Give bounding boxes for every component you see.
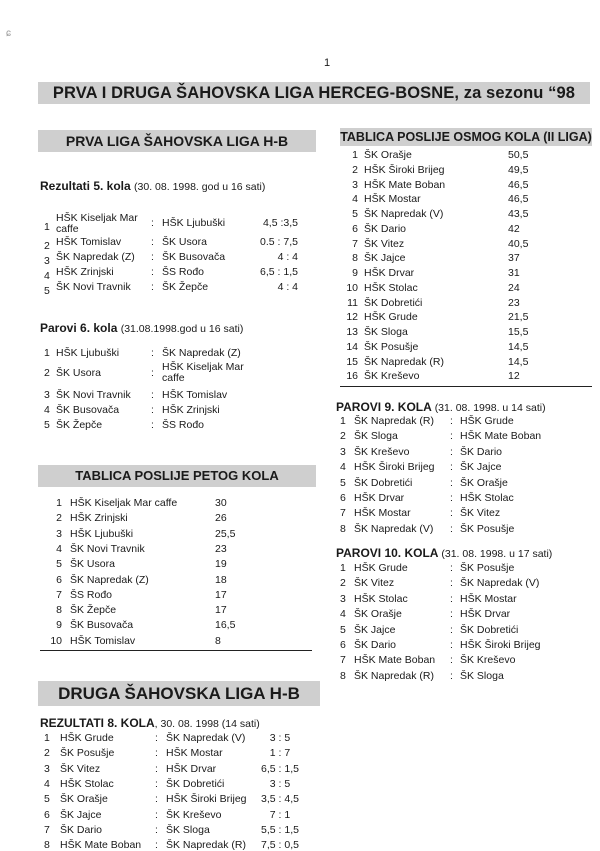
separator: : — [151, 367, 154, 379]
home-team: ŠK Posušje — [60, 747, 115, 760]
separator: : — [450, 415, 453, 427]
points: 26 — [215, 512, 227, 525]
rank: 15 — [346, 355, 358, 368]
points: 49,5 — [508, 163, 529, 176]
row-number: 1 — [340, 415, 346, 427]
pairs9-heading-label: PAROVI 9. KOLA — [336, 400, 432, 414]
pairs10-heading-label: PAROVI 10. KOLA — [336, 546, 439, 560]
row-number: 8 — [340, 669, 346, 682]
score: 7,5 : 0,5 — [261, 839, 299, 851]
rank: 3 — [352, 178, 358, 191]
separator: : — [450, 430, 453, 443]
home-team: HŠK Kiseljak Mar caffe — [56, 212, 138, 235]
home-team: HŠK Drvar — [354, 492, 405, 504]
points: 42 — [508, 222, 520, 235]
away-team: HŠK Drvar — [460, 608, 511, 621]
rank: 14 — [346, 340, 358, 353]
results8-heading — [40, 716, 260, 730]
separator: : — [151, 217, 154, 229]
points: 37 — [508, 252, 520, 265]
rank: 7 — [352, 237, 358, 250]
away-team: HŠK Široki Brijeg — [166, 793, 247, 806]
results8-heading-label: REZULTATI 8. KOLA — [40, 716, 155, 730]
home-team: ŠK Sloga — [354, 430, 398, 443]
separator: : — [450, 669, 453, 682]
rank: 5 — [352, 208, 358, 220]
home-team: ŠK Napredak (R) — [354, 415, 434, 427]
results5-date: (30. 08. 1998. god u 16 sati) — [134, 181, 266, 193]
row-number: 1 — [44, 732, 50, 744]
rank: 11 — [347, 296, 358, 309]
points: 46,5 — [508, 178, 529, 191]
home-team: ŠK Napredak (Z) — [56, 251, 135, 263]
away-team: HŠK Drvar — [166, 762, 217, 775]
row-number: 3 — [44, 389, 50, 401]
row-number: 1 — [340, 562, 346, 574]
home-team: HŠK Stolac — [354, 592, 408, 605]
row-number: 7 — [340, 507, 346, 520]
separator: : — [450, 461, 453, 474]
row-number: 5 — [340, 476, 346, 489]
away-team: HŠK Mate Boban — [460, 430, 542, 443]
pairs6-date: (31.08.1998.god u 16 sati) — [120, 323, 244, 335]
away-team: HŠK Zrinjski — [162, 404, 220, 416]
home-team: ŠK Dobretići — [354, 476, 413, 489]
home-team: HŠK Zrinjski — [56, 266, 114, 278]
points: 23 — [508, 296, 520, 309]
row-number: 3 — [44, 255, 50, 267]
separator: : — [450, 522, 453, 535]
home-team: ŠK Novi Travnik — [56, 281, 131, 293]
home-team: HŠK Tomislav — [56, 236, 122, 248]
home-team: ŠK Orašje — [60, 793, 108, 806]
away-team: ŠK Vitez — [460, 507, 501, 520]
home-team: ŠK Usora — [56, 367, 101, 379]
table5-title: TABLICA POSLIJE PETOG KOLA — [38, 465, 316, 487]
rank: 13 — [346, 326, 358, 338]
row-number: 3 — [44, 762, 50, 775]
team-name: ŠK Usora — [70, 558, 115, 571]
rank: 16 — [346, 370, 358, 383]
away-team: HŠK Ljubuški — [162, 217, 226, 229]
rank: 3 — [56, 527, 62, 540]
away-team: ŠK Napredak (Z) — [162, 347, 241, 359]
score: 0.5 : 7,5 — [260, 236, 298, 248]
separator: : — [155, 793, 158, 806]
away-team: HŠK Stolac — [460, 492, 514, 504]
row-number: 6 — [340, 639, 346, 651]
points: 21,5 — [508, 311, 529, 324]
score: 4 : 4 — [277, 251, 298, 263]
separator: : — [155, 823, 158, 836]
separator: : — [155, 762, 158, 775]
away-team: ŠK Dobretići — [460, 623, 519, 636]
row-number: 7 — [44, 823, 50, 836]
points: 23 — [215, 542, 227, 555]
rank: 10 — [50, 634, 62, 647]
separator: : — [450, 476, 453, 489]
separator: : — [450, 654, 453, 667]
rank: 1 — [352, 149, 358, 161]
home-team: ŠK Orašje — [354, 608, 402, 621]
home-team: ŠK Vitez — [60, 762, 101, 775]
team-name: ŠK Vitez — [364, 237, 405, 250]
separator: : — [450, 592, 453, 605]
score: 4 : 4 — [277, 281, 298, 293]
separator: : — [450, 639, 453, 651]
away-team: ŠK Sloga — [166, 823, 210, 836]
rank: 10 — [346, 281, 358, 294]
row-number: 5 — [44, 285, 50, 297]
pairs6-heading — [40, 321, 243, 335]
away-team: ŠK Žepče — [162, 281, 209, 293]
score: 3 : 5 — [269, 732, 291, 744]
points: 12 — [508, 370, 520, 383]
team-name: HŠK Zrinjski — [70, 512, 128, 525]
home-team: ŠK Novi Travnik — [56, 389, 131, 401]
separator: : — [151, 236, 154, 248]
away-team: ŠK Dario — [460, 445, 503, 458]
pencil-mark: ɕ — [6, 28, 11, 39]
points: 50,5 — [508, 149, 529, 161]
separator: : — [155, 747, 158, 760]
results8-date: , 30. 08. 1998 (14 sati) — [154, 718, 260, 730]
pairs10-heading — [336, 546, 552, 560]
row-number: 2 — [340, 430, 346, 443]
away-team: ŠK Sloga — [460, 669, 504, 682]
rank: 8 — [352, 252, 358, 265]
team-name: HŠK Mate Boban — [364, 178, 446, 191]
row-number: 1 — [44, 221, 50, 233]
points: 46,5 — [508, 193, 529, 206]
score: 5,5 : 1,5 — [261, 823, 299, 836]
away-team: HŠK Tomislav — [162, 389, 228, 401]
home-team: ŠK Dario — [354, 639, 397, 651]
row-number: 2 — [44, 367, 50, 379]
separator: : — [151, 389, 154, 401]
row-number: 3 — [340, 445, 346, 458]
team-name: HŠK Mostar — [364, 193, 421, 206]
team-name: HŠK Tomislav — [70, 634, 136, 647]
points: 19 — [215, 558, 227, 571]
separator: : — [155, 839, 158, 851]
team-name: HŠK Stolac — [364, 281, 418, 294]
home-team: HŠK Grude — [60, 732, 114, 744]
away-team: ŠK Jajce — [460, 461, 502, 474]
home-team: HŠK Mate Boban — [354, 654, 436, 667]
home-team: ŠK Busovača — [56, 404, 120, 416]
row-number: 2 — [340, 577, 346, 590]
rank: 6 — [56, 573, 62, 586]
score: 3,5 : 4,5 — [261, 793, 299, 806]
away-team: ŠK Posušje — [460, 562, 515, 574]
away-team: ŠK Napredak (V) — [166, 732, 246, 744]
row-number: 6 — [340, 492, 346, 504]
separator: : — [155, 777, 158, 790]
row-number: 4 — [44, 404, 50, 416]
table5-rule — [40, 650, 312, 651]
points: 17 — [215, 588, 227, 601]
team-name: ŠK Posušje — [364, 340, 419, 353]
score: 7 : 1 — [269, 808, 291, 821]
separator: : — [151, 419, 154, 431]
rank: 6 — [352, 222, 358, 235]
score: 1 : 7 — [269, 747, 291, 760]
team-name: ŠK Novi Travnik — [70, 542, 145, 555]
points: 14,5 — [508, 340, 529, 353]
separator: : — [151, 347, 154, 359]
row-number: 3 — [340, 592, 346, 605]
separator: : — [450, 492, 453, 504]
score: 6,5 : 1,5 — [261, 762, 299, 775]
row-number: 6 — [44, 808, 50, 821]
score: 6,5 : 1,5 — [260, 266, 298, 278]
separator: : — [151, 404, 154, 416]
separator: : — [450, 623, 453, 636]
points: 18 — [215, 573, 227, 586]
pairs10-date: (31. 08. 1998. u 17 sati) — [441, 548, 553, 560]
home-team: ŠK Žepče — [56, 419, 103, 431]
home-team: HŠK Stolac — [60, 777, 114, 790]
home-team: ŠK Napredak (R) — [354, 669, 434, 682]
page-number: 1 — [324, 57, 331, 69]
away-team: ŠK Orašje — [460, 476, 508, 489]
separator: : — [450, 562, 453, 574]
points: 24 — [508, 281, 520, 294]
away-team: HŠK Kiseljak Mar caffe — [162, 361, 244, 384]
rank: 2 — [352, 163, 358, 176]
points: 30 — [215, 497, 227, 509]
team-name: ŠK Dario — [364, 222, 407, 235]
row-number: 4 — [44, 777, 50, 790]
rank: 4 — [56, 542, 62, 555]
separator: : — [450, 577, 453, 590]
separator: : — [151, 251, 154, 263]
score: 4,5 :3,5 — [262, 217, 298, 229]
row-number: 2 — [44, 240, 50, 252]
row-number: 5 — [44, 419, 50, 431]
points: 8 — [215, 634, 221, 647]
away-team: ŠK Kreševo — [166, 808, 222, 821]
row-number: 7 — [340, 654, 346, 667]
points: 40,5 — [508, 237, 529, 250]
home-team: ŠK Kreševo — [354, 445, 410, 458]
home-team: ŠK Napredak (V) — [354, 522, 434, 535]
separator: : — [450, 608, 453, 621]
team-name: HŠK Drvar — [364, 267, 415, 279]
away-team: ŠS Rođo — [162, 419, 205, 431]
away-team: HŠK Široki Brijeg — [460, 639, 541, 651]
home-team: ŠK Jajce — [60, 808, 102, 821]
row-number: 5 — [340, 623, 346, 636]
team-name: HŠK Kiseljak Mar caffe — [70, 497, 178, 509]
team-name: ŠK Napredak (R) — [364, 355, 444, 368]
team-name: ŠK Napredak (V) — [364, 208, 444, 220]
rank: 5 — [56, 558, 62, 571]
away-team: ŠK Busovača — [162, 251, 226, 263]
away-team: HŠK Grude — [460, 415, 514, 427]
rank: 2 — [56, 512, 62, 525]
points: 16,5 — [215, 619, 236, 632]
points: 43,5 — [508, 208, 529, 220]
team-name: ŠK Dobretići — [364, 296, 423, 309]
rank: 4 — [352, 193, 358, 206]
team-name: ŠK Busovača — [70, 619, 134, 632]
score: 3 : 5 — [269, 777, 291, 790]
points: 15,5 — [508, 326, 529, 338]
results5-heading-label: Rezultati 5. kola — [40, 179, 131, 193]
row-number: 4 — [340, 461, 346, 474]
home-team: ŠK Jajce — [354, 623, 396, 636]
away-team: HŠK Mostar — [460, 592, 517, 605]
team-name: ŠK Žepče — [70, 604, 117, 617]
home-team: HŠK Mate Boban — [60, 839, 142, 851]
row-number: 4 — [44, 270, 50, 282]
results5-heading — [40, 179, 265, 193]
pairs9-date: (31. 08. 1998. u 14 sati) — [434, 402, 546, 414]
points: 14,5 — [508, 355, 529, 368]
prva-liga-title: PRVA LIGA ŠAHOVSKA LIGA H-B — [38, 130, 316, 152]
points: 25,5 — [215, 527, 236, 540]
rank: 9 — [352, 267, 358, 279]
row-number: 1 — [44, 347, 50, 359]
team-name: ŠS Rođo — [70, 588, 113, 601]
team-name: ŠK Napredak (Z) — [70, 573, 149, 586]
separator: : — [155, 808, 158, 821]
team-name: HŠK Široki Brijeg — [364, 163, 445, 176]
home-team: HŠK Široki Brijeg — [354, 461, 435, 474]
team-name: ŠK Kreševo — [364, 370, 420, 383]
home-team: ŠK Vitez — [354, 577, 395, 590]
separator: : — [151, 266, 154, 278]
row-number: 5 — [44, 793, 50, 806]
separator: : — [155, 732, 158, 744]
away-team: ŠK Kreševo — [460, 654, 516, 667]
home-team: ŠK Dario — [60, 823, 103, 836]
away-team: ŠS Rođo — [162, 266, 205, 278]
row-number: 2 — [44, 747, 50, 760]
team-name: ŠK Jajce — [364, 252, 406, 265]
away-team: ŠK Usora — [162, 236, 207, 248]
away-team: HŠK Mostar — [166, 747, 223, 760]
away-team: ŠK Posušje — [460, 522, 515, 535]
home-team: HŠK Mostar — [354, 507, 411, 520]
points: 31 — [508, 267, 520, 279]
away-team: ŠK Napredak (R) — [166, 839, 246, 851]
rank: 9 — [56, 619, 62, 632]
rank: 7 — [56, 588, 62, 601]
separator: : — [151, 281, 154, 293]
row-number: 8 — [44, 839, 50, 851]
team-name: ŠK Sloga — [364, 326, 408, 338]
pairs9-heading — [336, 400, 546, 414]
table8-rule — [340, 386, 592, 387]
rank: 8 — [56, 604, 62, 617]
table8-title: TABLICA POSLIJE OSMOG KOLA (II LIGA) — [340, 130, 592, 144]
pairs6-heading-label: Parovi 6. kola — [40, 321, 118, 335]
row-number: 8 — [340, 522, 346, 535]
row-number: 4 — [340, 608, 346, 621]
main-title: PRVA I DRUGA ŠAHOVSKA LIGA HERCEG-BOSNE, za sezonu “98 — [38, 82, 590, 104]
team-name: HŠK Grude — [364, 311, 418, 324]
away-team: ŠK Dobretići — [166, 777, 225, 790]
points: 17 — [215, 604, 227, 617]
home-team: HŠK Ljubuški — [56, 347, 120, 359]
rank: 1 — [56, 497, 62, 509]
druga-liga-title: DRUGA ŠAHOVSKA LIGA H-B — [38, 681, 320, 706]
team-name: ŠK Orašje — [364, 149, 412, 161]
away-team: ŠK Napredak (V) — [460, 577, 540, 590]
separator: : — [450, 445, 453, 458]
team-name: HŠK Ljubuški — [70, 527, 134, 540]
separator: : — [450, 507, 453, 520]
rank: 12 — [346, 311, 358, 324]
home-team: HŠK Grude — [354, 562, 408, 574]
